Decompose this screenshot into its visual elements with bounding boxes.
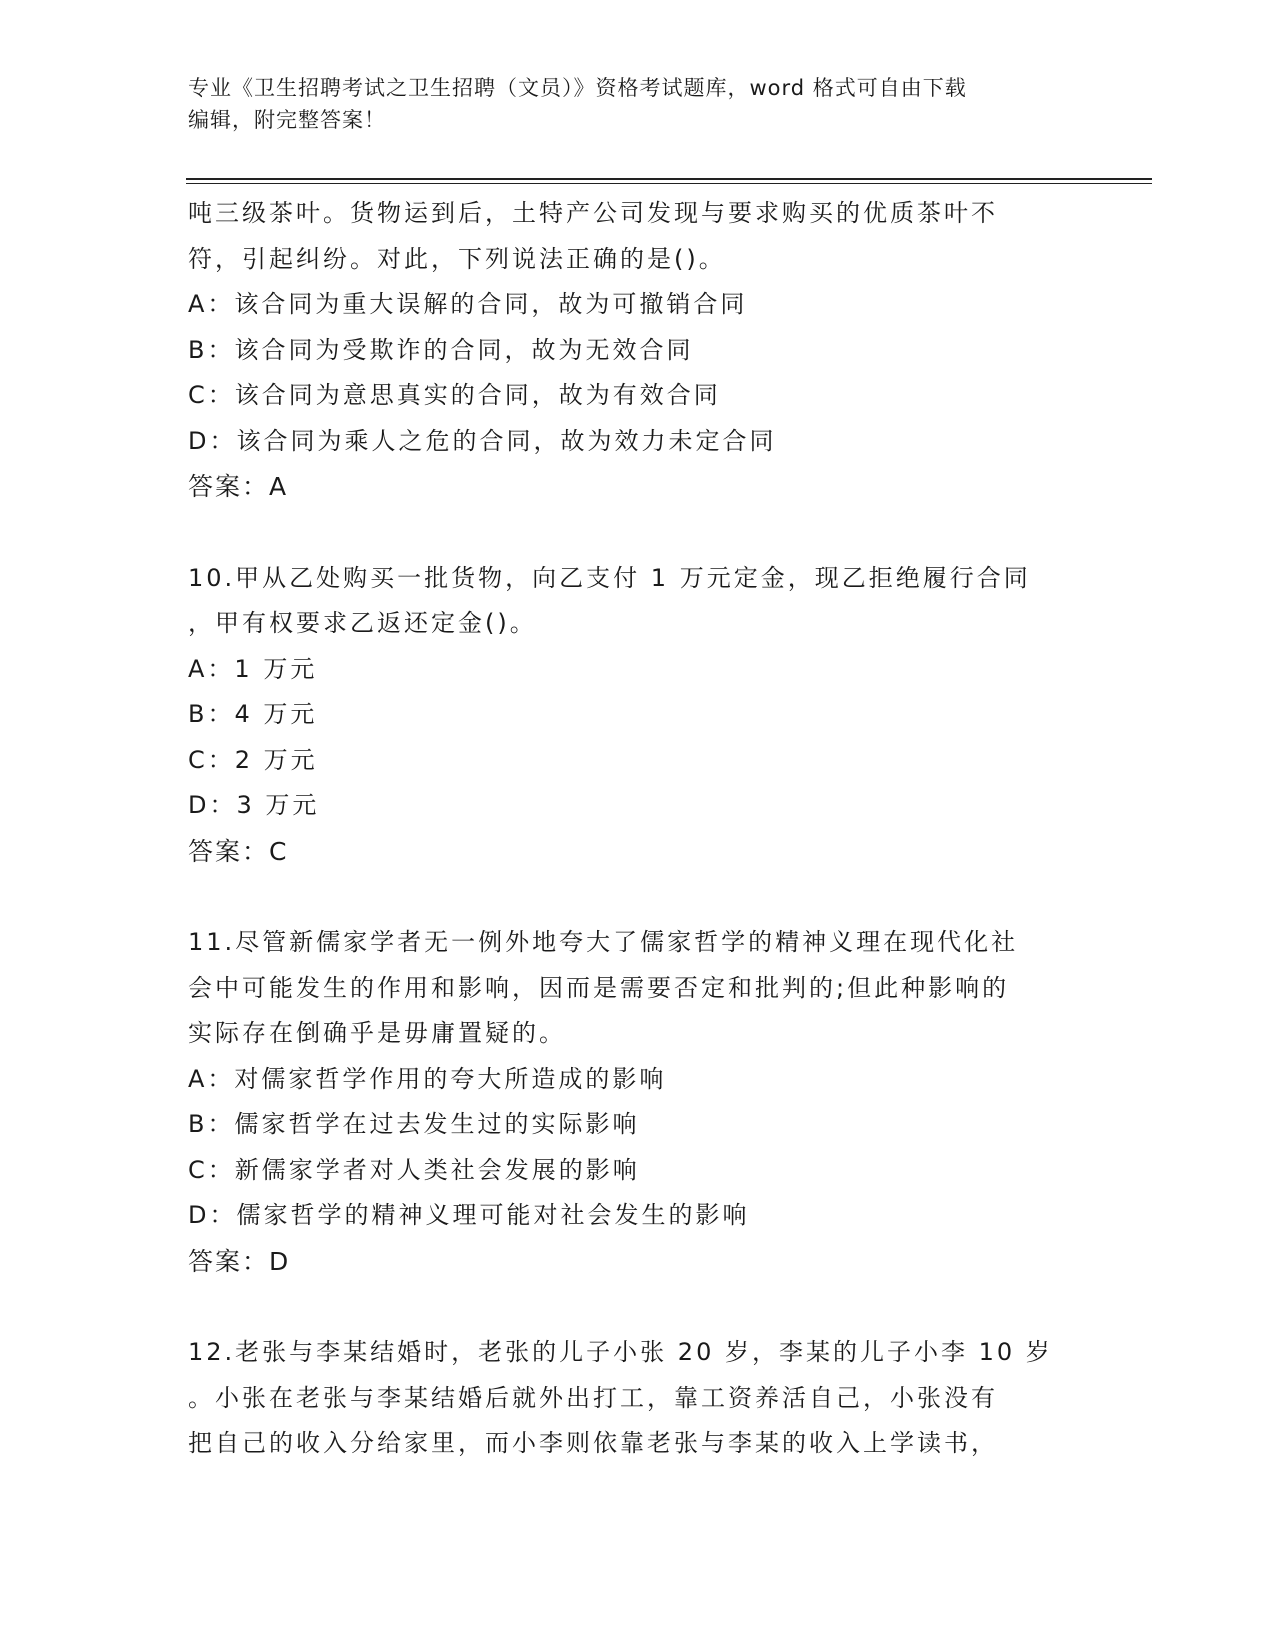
- question-9: [188, 191, 1088, 510]
- header-divider-thick: [186, 178, 1152, 180]
- question-stem-line: 11.尽管新儒家学者无一例外地夸大了儒家哲学的精神义理在现代化社: [188, 928, 1019, 956]
- question-12: [188, 1330, 1088, 1467]
- question-10: [188, 556, 1088, 875]
- option-d: D：儒家哲学的精神义理可能对社会发生的影响: [188, 1201, 750, 1229]
- option-d: D：3 万元: [188, 791, 320, 819]
- header-line-1: 专业《卫生招聘考试之卫生招聘（文员）》资格考试题库，word 格式可自由下载: [188, 76, 967, 100]
- question-stem-line: 会中可能发生的作用和影响，因而是需要否定和批判的;但此种影响的: [188, 973, 1010, 1002]
- document-header: [188, 72, 1088, 136]
- option-c: C：2 万元: [188, 745, 318, 774]
- option-c: C：新儒家学者对人类社会发展的影响: [188, 1155, 640, 1184]
- question-stem-line: 符，引起纠纷。对此，下列说法正确的是()。: [188, 244, 726, 273]
- option-b: B：该合同为受欺诈的合同，故为无效合同: [188, 335, 694, 364]
- option-c: C：该合同为意思真实的合同，故为有效合同: [188, 381, 721, 409]
- question-stem-line: 。小张在老张与李某结婚后就外出打工，靠工资养活自己，小张没有: [188, 1383, 998, 1412]
- question-11: [188, 920, 1088, 1284]
- document-body: [188, 191, 1088, 1467]
- option-d: D：该合同为乘人之危的合同，故为效力未定合同: [188, 426, 777, 455]
- header-line-2: 编辑，附完整答案！: [188, 108, 386, 132]
- question-stem-line: 吨三级茶叶。货物运到后，土特产公司发现与要求购买的优质茶叶不: [188, 199, 998, 227]
- option-b: B：4 万元: [188, 700, 318, 728]
- question-stem-line: 10.甲从乙处购买一批货物，向乙支付 1 万元定金，现乙拒绝履行合同: [188, 563, 1031, 592]
- answer-line: 答案：C: [188, 836, 289, 866]
- answer-line: 答案：D: [188, 1246, 291, 1276]
- option-a: A：对儒家哲学作用的夸大所造成的影响: [188, 1064, 667, 1093]
- question-stem-line: 12.老张与李某结婚时，老张的儿子小张 20 岁，李某的儿子小李 10 岁: [188, 1338, 1053, 1366]
- question-stem-line: 实际存在倒确乎是毋庸置疑的。: [188, 1019, 566, 1047]
- answer-line: 答案：A: [188, 472, 289, 501]
- header-divider-thin: [186, 183, 1152, 184]
- option-b: B：儒家哲学在过去发生过的实际影响: [188, 1110, 640, 1138]
- option-a: A：1 万元: [188, 654, 318, 683]
- question-stem-line: ，甲有权要求乙返还定金()。: [188, 609, 537, 637]
- question-stem-line: 把自己的收入分给家里，而小李则依靠老张与李某的收入上学读书，: [188, 1429, 998, 1457]
- option-a: A：该合同为重大误解的合同，故为可撤销合同: [188, 290, 748, 318]
